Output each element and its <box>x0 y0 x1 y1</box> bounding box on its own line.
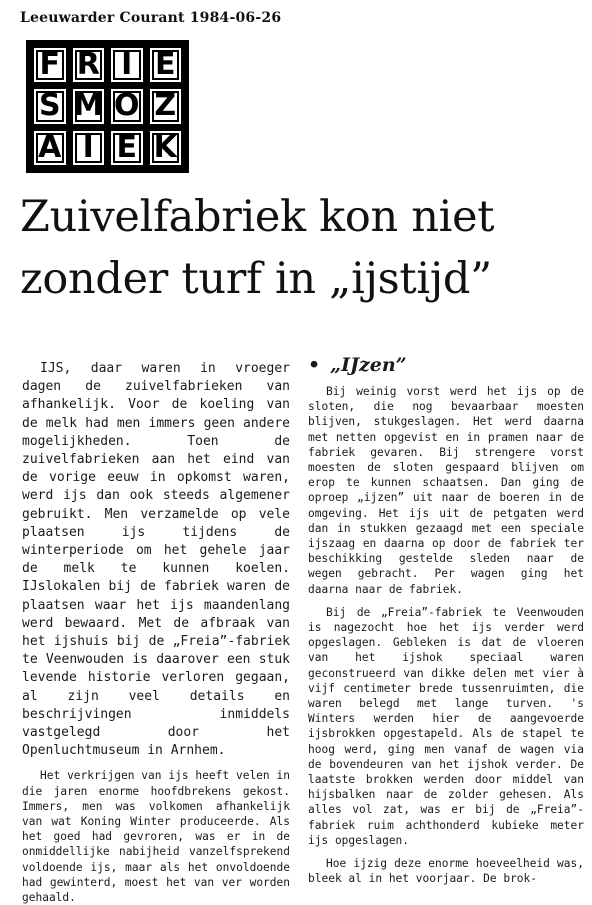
logo-letter: Z <box>148 87 184 125</box>
body-paragraph: Hoe ijzig deze enorme hoeveelheid was, bleek al in het voorjaar. De brok- <box>308 857 584 886</box>
article-column-left <box>22 360 290 905</box>
logo-letter: M <box>71 87 107 125</box>
body-paragraph: Het verkrijgen van ijs heeft velen in die jaren enorme hoofdbrekens gekost. Immers, men was volkomen afhankelijk van wat Koning Winter produceerde. Als het goed had gevroren, was er in de onmiddellijke nabijheid vanzelfsprekend voldoende ijs, maar als het onvoldoende had gewinterd, moest het van ver worden gehaald. <box>22 769 290 905</box>
logo-letter: F <box>32 46 68 84</box>
logo-letter: I <box>109 46 145 84</box>
logo-letter: S <box>32 87 68 125</box>
logo-letter: K <box>148 129 184 167</box>
newspaper-source: Leeuwarder Courant 1984-06-26 <box>20 10 282 26</box>
article-column-right <box>308 352 584 887</box>
body-paragraph: Bij de „Freia”-fabriek te Veenwouden is nagezocht hoe het ijs verder werd opgeslagen. Gebleken is dat de vloeren van het ijshok speciaal waren geconstrueerd van dikke delen met vier à vijf centimeter brede tussenruimten, die waren belegd met lange turven. 's Winters werden hier de aangevoerde ijsbrokken opgestapeld. Als de stapel te hoog werd, ging men vanaf de wagen via de bovendeuren van het ijshok verder. De laatste brokken werden door middel van hijsbalken naar de zolder gehesen. Als alles vol zat, was er bij de „Freia”-fabriek ruim achthonderd kubieke meter ijs opgeslagen. <box>308 605 584 847</box>
logo-letter: O <box>109 87 145 125</box>
logo-letter: E <box>109 129 145 167</box>
logo-letter: I <box>71 129 107 167</box>
logo-row <box>32 46 183 84</box>
friesmozaiek-logo <box>26 40 189 173</box>
logo-letter: A <box>32 129 68 167</box>
section-subhead <box>308 352 584 378</box>
logo-row <box>32 129 183 167</box>
body-paragraph: Bij weinig vorst werd het ijs op de sloten, die nog bevaarbaar moesten blijven, stukgeslagen. Het werd daarna met netten opgevist en in pramen naar de fabriek gevaren. Bij strengere vorst moesten de sloten gespaard blijven om erop te kunnen schaatsen. Dan ging de oproep „ijzen” uit naar de boeren in de omgeving. Het ijs uit de petgaten werd dan in stukken gezaagd met een speciale ijszaag en daarna op door de fabriek ter beschikking gestelde sleden naar de wegen gebracht. Per wagen ging het daarna naar de fabriek. <box>308 385 584 596</box>
article-headline: Zuivelfabriek kon niet zonder turf in „ijstijd” <box>20 192 495 304</box>
subhead-text: „IJzen” <box>330 354 407 376</box>
bullet-icon: • <box>308 354 321 376</box>
lead-paragraph: IJS, daar waren in vroeger dagen de zuivelfabrieken van afhankelijk. Voor de koeling van de melk had men immers geen andere mogelijkheden. Toen de zuivelfabrieken aan het eind van de vorige eeuw in opkomst waren, werd ijs dan ook steeds algemener gebruikt. Men verzamelde op vele plaatsen ijs tijdens de winterperiode om het gehele jaar de melk te kunnen koelen. IJslokalen bij de fabriek waren de plaatsen waar het ijs maandenlang werd bewaard. Met de afbraak van het ijshuis bij de „Freia”-fabriek te Veenwouden is daarover een stuk levende historie verloren gegaan, al zijn veel details en beschrijvingen inmiddels vastgelegd door het Openluchtmuseum in Arnhem. <box>22 361 290 759</box>
logo-letter: E <box>148 46 184 84</box>
logo-row <box>32 87 183 125</box>
logo-letter: R <box>71 46 107 84</box>
